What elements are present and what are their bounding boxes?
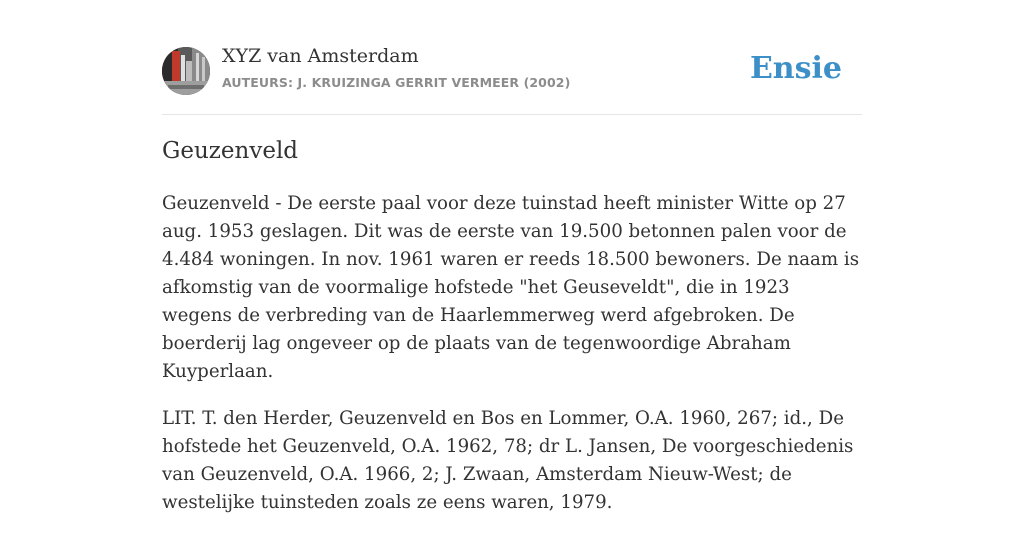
- book-cover-avatar[interactable]: [162, 47, 210, 95]
- page: [162, 0, 862, 513]
- entry-paragraph-2: LIT. T. den Herder, Geuzenveld en Bos en Lommer, O.A. 1960, 267; id., De hofstede het Geuzenveld, O.A. 1962, 78; dr L. Jansen, De voorgeschiedenis van Geuzenveld, O.A. 1966, 2; J. Zwaan, Amsterdam Nieuw-West; de westelijke tuinsteden zoals ze eens waren, 1979.: [162, 408, 854, 513]
- entry-title: Geuzenveld: [162, 138, 299, 164]
- book-title[interactable]: XYZ van Amsterdam: [222, 45, 419, 67]
- authors-line: AUTEURS: J. KRUIZINGA GERRIT VERMEER (2002): [222, 75, 571, 90]
- book-cover-image: [162, 47, 210, 95]
- entry-body: [162, 190, 862, 536]
- entry-paragraph-1: Geuzenveld - De eerste paal voor deze tuinstad heeft minister Witte op 27 aug. 1953 geslagen. Dit was de eerste van 19.500 betonnen palen voor de 4.484 woningen. In nov. 1961 waren er reeds 18.500 bewoners. De naam is afkomstig van de voormalige hofstede "het Geuseveldt", die in 1923 wegens de verbreding van de Haarlemmerweg werd afgebroken. De boerderij lag ongeveer op de plaats van de tegenwoordige Abraham Kuyperlaan.: [162, 193, 860, 382]
- header: [162, 0, 862, 115]
- ensie-logo-link[interactable]: Ensie: [749, 51, 842, 86]
